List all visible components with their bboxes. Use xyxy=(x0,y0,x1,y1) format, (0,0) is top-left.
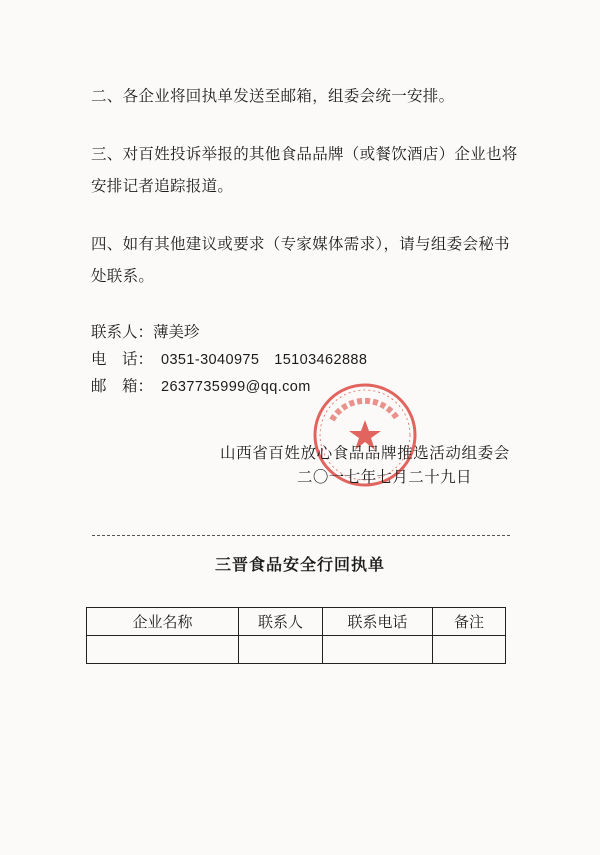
contact-person-value: 薄美珍 xyxy=(153,323,200,341)
contact-cell[interactable] xyxy=(239,636,323,664)
receipt-table xyxy=(86,607,506,664)
contact-phone-value: 0351-3040975 15103462888 xyxy=(161,352,368,368)
paragraph-4: 四、如有其他建议或要求（专家媒体需求），请与组委会秘书处联系。 xyxy=(91,235,510,285)
column-header-phone: 联系电话 xyxy=(323,608,433,636)
company-cell[interactable] xyxy=(87,636,239,664)
signature-date: 二〇一七年七月二十九日 xyxy=(297,468,472,486)
contact-email-row xyxy=(91,376,311,397)
column-header-company: 企业名称 xyxy=(87,608,239,636)
contact-person-row xyxy=(91,322,200,342)
paragraph-3: 三、对百姓投诉举报的其他食品品牌（或餐饮酒店）企业也将安排记者追踪报道。 xyxy=(91,145,518,195)
contact-person-label: 联系人： xyxy=(91,323,154,341)
receipt-form-title: 三晋食品安全行回执单 xyxy=(214,555,385,574)
table-row xyxy=(87,636,506,664)
contact-email-label: 邮 箱： xyxy=(91,377,154,395)
signature-organization: 山西省百姓放心食品品牌推选活动组委会 xyxy=(220,444,510,462)
contact-phone-label: 电 话： xyxy=(91,350,154,368)
contact-email-value: 2637735999@qq.com xyxy=(161,379,311,395)
column-header-remarks: 备注 xyxy=(433,608,506,636)
cut-line-divider xyxy=(92,535,510,536)
receipt-header-row xyxy=(87,608,506,636)
contact-phone-row xyxy=(91,349,367,370)
column-header-contact: 联系人 xyxy=(239,608,323,636)
phone-cell[interactable] xyxy=(323,636,433,664)
paragraph-2: 二、各企业将回执单发送至邮箱，组委会统一安排。 xyxy=(91,87,455,105)
remarks-cell[interactable] xyxy=(433,636,506,664)
